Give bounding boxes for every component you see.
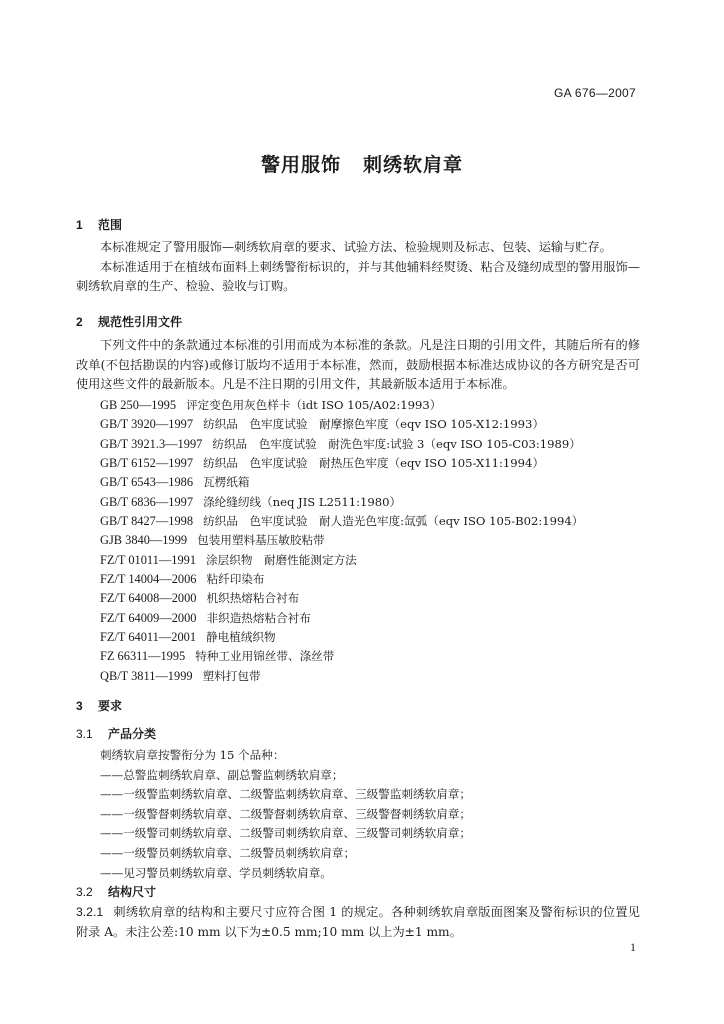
section-1-body [76,238,640,297]
section-title: 要求 [98,699,123,713]
reference-code: GB/T 3920—1997 [100,417,194,432]
subsection-3-1-heading [76,725,640,745]
reference-title: 塑料打包带 [202,668,261,683]
section-2-heading [76,313,640,333]
subsection-3-2-heading [76,883,640,903]
section-title: 规范性引用文件 [98,315,183,329]
reference-title: 特种工业用锦丝带、涤丝带 [195,649,335,664]
list-item: ——一级警司刺绣软肩章、二级警司刺绣软肩章、三级警司刺绣软肩章； [100,826,472,841]
reference-code: GB/T 8427—1998 [100,514,194,529]
page-number: 1 [630,940,636,954]
reference-code: QB/T 3811—1999 [100,668,193,683]
reference-code: FZ/T 64008—2000 [100,591,197,606]
clause-3-2-1 [76,903,640,942]
reference-code: GB/T 6152—1997 [100,456,194,471]
section-title: 范围 [98,218,123,232]
reference-item [100,454,640,473]
reference-title: 涂层织物 耐磨性能测定方法 [206,552,357,567]
paragraph: 本标准规定了警用服饰—刺绣软肩章的要求、试验方法、检验规则及标志、包装、运输与贮存。 [100,240,612,254]
reference-code: FZ 66311—1995 [100,649,186,664]
title-part-2: 刺绣软肩章 [363,154,464,176]
list-intro: 刺绣软肩章按警衔分为 15 个品种： [100,748,285,762]
subsection-title: 产品分类 [108,727,157,741]
reference-item [100,628,640,647]
reference-code: FZ/T 64011—2001 [100,630,197,645]
subsection-number: 3.2 [76,885,93,899]
reference-item [100,647,640,666]
subsection-number: 3.1 [76,727,93,741]
clause-number: 3.2.1 [76,905,104,919]
category-list [100,746,640,883]
reference-code: GB 250—1995 [100,398,177,412]
reference-code: FZ/T 64009—2000 [100,610,197,625]
list-item: ——一级警监刺绣软肩章、二级警监刺绣软肩章、三级警监刺绣软肩章； [100,787,472,802]
reference-item [100,512,640,531]
reference-title: 评定变色用灰色样卡（idt ISO 105/A02:1993） [186,398,442,412]
reference-item [100,531,640,550]
reference-item [100,570,640,589]
list-item: ——见习警员刺绣软肩章、学员刺绣软肩章。 [100,865,332,880]
reference-item [100,435,640,454]
reference-title: 涤纶缝纫线（neq JIS L2511:1980） [203,494,402,509]
standard-code: GA 676—2007 [553,86,636,100]
section-2-intro [76,336,640,395]
reference-item [100,473,640,492]
list-item: ——一级警员刺绣软肩章、二级警员刺绣软肩章； [100,845,356,860]
reference-title: 纺织品 色牢度试验 耐人造光色牢度:氙弧（eqv ISO 105-B02:1994） [203,514,584,529]
reference-item [100,667,640,686]
reference-code: FZ/T 01011—1991 [100,552,197,567]
title-part-1: 警用服饰 [260,154,341,176]
reference-item [100,609,640,628]
section-number: 3 [76,699,83,713]
reference-title: 机织热熔粘合衬布 [206,591,300,606]
reference-code: GB/T 3921.3—1997 [100,436,203,451]
list-item: ——总警监刺绣软肩章、副总警监刺绣软肩章； [100,767,344,782]
reference-code: GB/T 6836—1997 [100,494,194,509]
document-title [0,150,724,177]
reference-title: 纺织品 色牢度试验 耐洗色牢度:试验 3（eqv ISO 105-C03:1989） [212,436,581,451]
reference-code: FZ/T 14004—2006 [100,572,197,587]
reference-title: 非织造热熔粘合衬布 [206,610,311,625]
section-number: 2 [76,315,83,329]
list-item: ——一级警督刺绣软肩章、二级警督刺绣软肩章、三级警督刺绣软肩章； [100,806,472,821]
reference-title: 包装用塑料基压敏胶粘带 [197,533,325,548]
reference-item [100,396,640,415]
section-number: 1 [76,218,83,232]
clause-text: 刺绣软肩章的结构和主要尺寸应符合图 1 的规定。各种刺绣软肩章版面图案及警衔标识的位置见附录 A。未注公差:10 mm 以下为±0.5 mm;10 mm 以上为±1 mm。 [76,905,640,939]
reference-item [100,589,640,608]
reference-list [100,396,640,686]
paragraph [76,903,640,942]
paragraph: 下列文件中的条款通过本标准的引用而成为本标准的条款。凡是注日期的引用文件，其随后所有的修改单(不包括勘误的内容)或修订版均不适用于本标准，然而，鼓励根据本标准达成协议的各方研究是否可使用这些文件的最新版本。凡是不注日期的引用文件，其最新版本适用于本标准。 [76,338,640,392]
reference-title: 纺织品 色牢度试验 耐热压色牢度（eqv ISO 105-X11:1994） [203,456,545,471]
reference-title: 静电植绒织物 [206,630,276,645]
section-1-heading [76,216,640,236]
reference-title: 粘纤印染布 [206,572,265,587]
reference-code: GJB 3840—1999 [100,533,188,548]
reference-item [100,415,640,434]
subsection-title: 结构尺寸 [108,885,157,899]
reference-title: 纺织品 色牢度试验 耐摩擦色牢度（eqv ISO 105-X12:1993） [203,417,545,432]
reference-code: GB/T 6543—1986 [100,475,194,490]
reference-item [100,551,640,570]
reference-title: 瓦楞纸箱 [203,475,250,490]
section-3-heading [76,697,640,717]
paragraph: 本标准适用于在植绒布面料上刺绣警衔标识的，并与其他辅料经熨烫、粘合及缝纫成型的警用服饰—刺绣软肩章的生产、检验、验收与订购。 [76,259,640,294]
reference-item [100,493,640,512]
